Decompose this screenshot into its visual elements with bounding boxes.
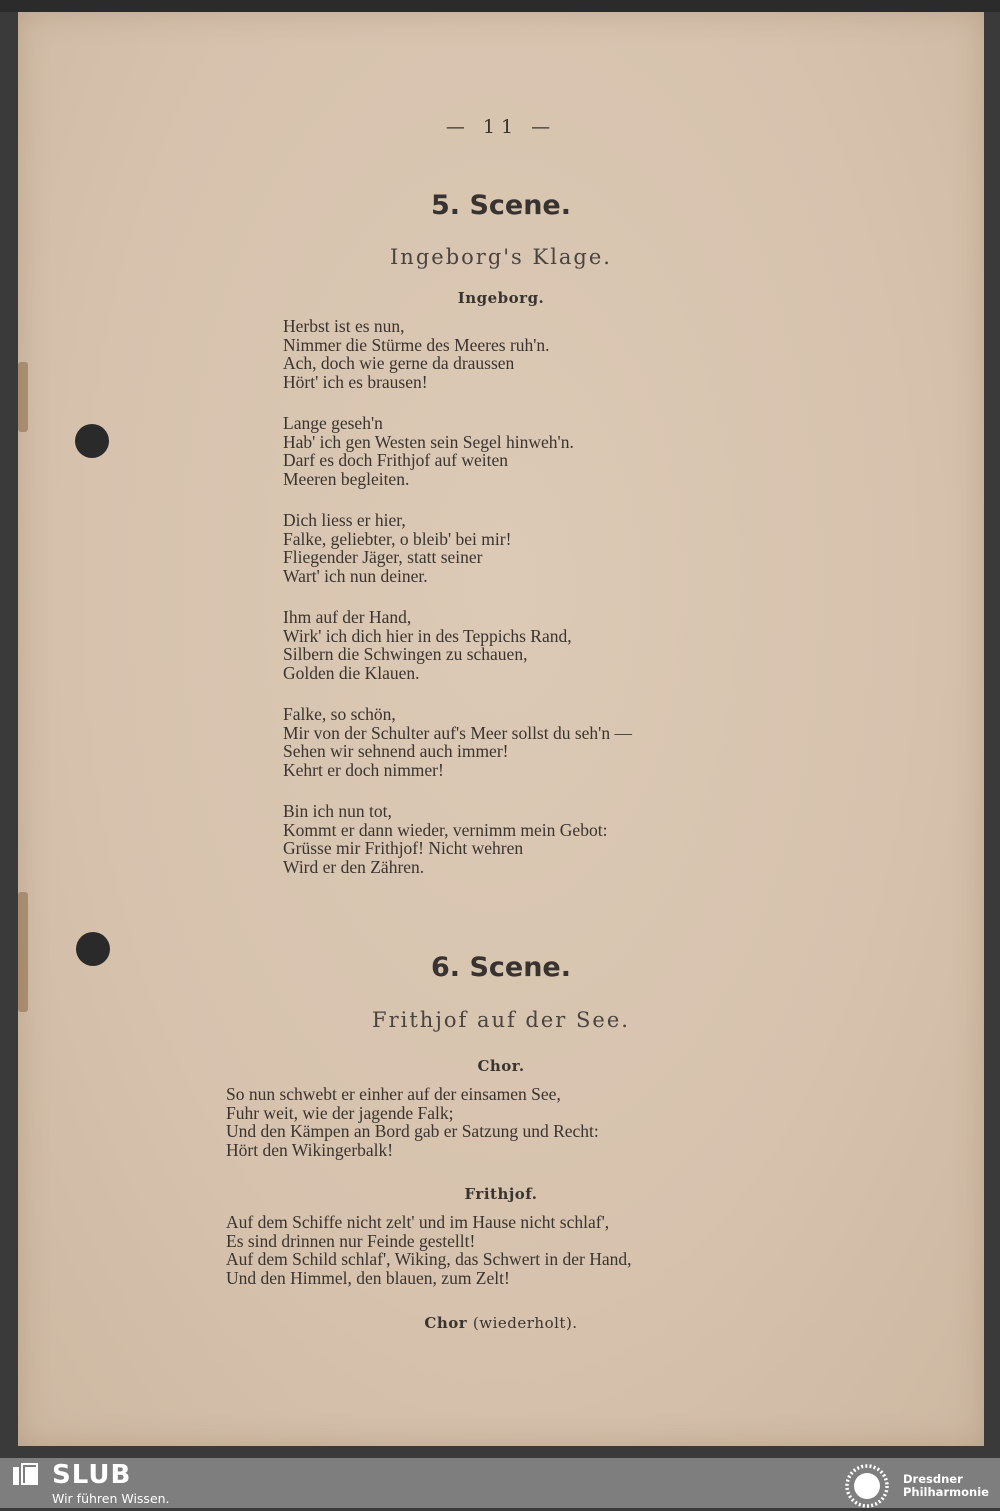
verse-line: Meeren begleiten. <box>283 469 410 490</box>
slub-tagline: Wir führen Wissen. <box>52 1491 170 1506</box>
verse-line: Nimmer die Stürme des Meeres ruh'n. <box>283 334 550 355</box>
verse-line: Hab' ich gen Westen sein Segel hinweh'n. <box>283 431 574 452</box>
scene-5-heading: 5. Scene. <box>431 190 571 221</box>
chor-stanza <box>226 1085 599 1160</box>
partner-name-line-1: Dresdner <box>903 1472 963 1486</box>
speaker-chor-repeat: Chor <box>424 1314 468 1332</box>
verse-line: Fuhr weit, wie der jagende Falk; <box>226 1102 454 1123</box>
scanner-frame-top <box>0 0 1000 12</box>
verse-line: Ihm auf der Hand, <box>283 607 412 627</box>
verse-line: Sehen wir sehnend auch immer! <box>283 741 509 762</box>
stanza-6 <box>283 802 607 877</box>
chor-repeat-line <box>18 1314 984 1332</box>
verse-line: So nun schwebt er einher auf der einsamen See, <box>226 1084 561 1104</box>
verse-line: Darf es doch Frithjof auf weiten <box>283 450 508 471</box>
binding-stain <box>18 362 28 432</box>
verse-line: Grüsse mir Frithjof! Nicht wehren <box>283 838 524 859</box>
verse-line: Kommt er dann wieder, vernimm mein Gebot: <box>283 819 608 840</box>
verse-line: Fliegender Jäger, statt seiner <box>283 547 483 568</box>
verse-line: Es sind drinnen nur Feinde gestellt! <box>226 1230 476 1251</box>
verse-line: Auf dem Schiffe nicht zelt' und im Hause nicht schlaf', <box>226 1212 610 1232</box>
verse-line: Und den Kämpen an Bord gab er Satzung und Recht: <box>226 1121 599 1142</box>
page-number: — 11 — <box>445 116 557 138</box>
verse-line: Wirk' ich dich hier in des Teppichs Rand, <box>283 625 572 646</box>
verse-line: Kehrt er doch nimmer! <box>283 760 444 781</box>
verse-line: Wart' ich nun deiner. <box>283 566 428 587</box>
verse-line: Auf dem Schild schlaf', Wiking, das Schwert in der Hand, <box>226 1249 632 1270</box>
verse-line: Wird er den Zähren. <box>283 857 425 878</box>
slub-logo-icon <box>12 1461 40 1487</box>
slub-logo-name: SLUB <box>52 1460 132 1490</box>
verse-line: Golden die Klauen. <box>283 663 420 684</box>
stanza-3 <box>283 511 511 586</box>
verse-line: Hört' ich es brausen! <box>283 372 428 393</box>
verse-line: Ach, doch wie gerne da draussen <box>283 353 515 374</box>
stanza-5 <box>283 705 632 780</box>
verse-line: Herbst ist es nun, <box>283 316 405 336</box>
partner-logo-name <box>903 1473 989 1499</box>
scene-6-heading: 6. Scene. <box>431 952 571 983</box>
verse-line: Silbern die Schwingen zu schauen, <box>283 644 528 665</box>
verse-line: Falke, so schön, <box>283 704 396 724</box>
punch-hole <box>75 424 109 458</box>
frithjof-stanza <box>226 1213 632 1288</box>
scene-6-subtitle: Frithjof auf der See. <box>372 1008 630 1032</box>
partner-name-line-2: Philharmonie <box>903 1485 989 1499</box>
footer-bar <box>0 1458 1000 1508</box>
stanza-1 <box>283 317 550 392</box>
verse-line: Dich liess er hier, <box>283 510 406 530</box>
verse-line: Lange geseh'n <box>283 413 383 433</box>
stanza-4 <box>283 608 572 683</box>
scene-5-subtitle: Ingeborg's Klage. <box>390 245 612 269</box>
verse-line: Falke, geliebter, o bleib' bei mir! <box>283 528 512 549</box>
speaker-frithjof: Frithjof. <box>464 1185 538 1203</box>
verse-line: Hört den Wikingerbalk! <box>226 1140 394 1161</box>
speaker-chor: Chor. <box>477 1057 525 1075</box>
verse-line: Bin ich nun tot, <box>283 801 392 821</box>
philharmonie-logo-icon <box>842 1461 892 1511</box>
document-page <box>18 12 984 1446</box>
speaker-ingeborg: Ingeborg. <box>457 289 545 307</box>
verse-line: Mir von der Schulter auf's Meer sollst du seh'n — <box>283 722 632 743</box>
stanza-2 <box>283 414 574 489</box>
repeat-note: (wiederholt). <box>472 1314 578 1332</box>
verse-line: Und den Himmel, den blauen, zum Zelt! <box>226 1268 510 1289</box>
